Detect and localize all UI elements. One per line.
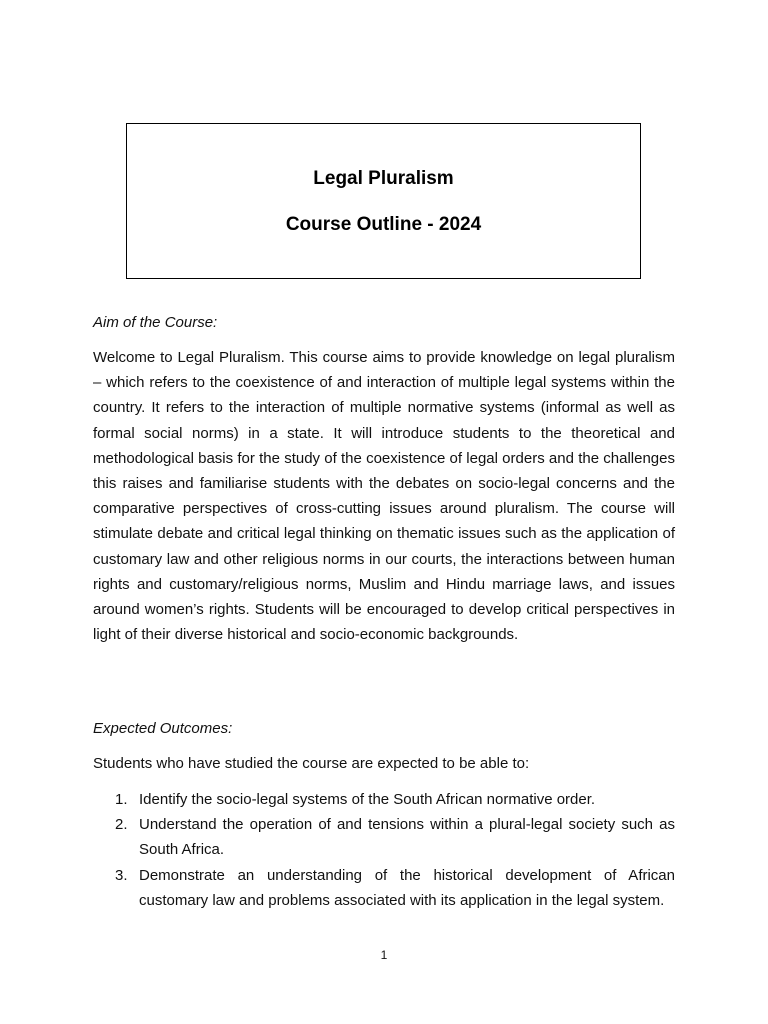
- title-box: [126, 123, 641, 279]
- list-item-text: Understand the operation of and tensions within a plural-legal society such as South Africa.: [139, 816, 675, 859]
- list-item-text: Identify the socio-legal systems of the South African normative order.: [139, 791, 596, 808]
- list-item-number: 1.: [115, 791, 128, 808]
- list-item: [93, 787, 675, 812]
- list-item: [93, 812, 675, 862]
- list-item: [93, 863, 675, 913]
- aim-paragraph: Welcome to Legal Pluralism. This course aims to provide knowledge on legal pluralism – which refers to the coexistence of and interaction of multiple legal systems within the country. It refers to the interaction of multiple normative systems (informal as well as formal social norms) in a state. It will introduce students to the theoretical and methodological basis for the study of the coexistence of legal orders and the challenges this raises and familiarise students with the debates on socio-legal concerns and the comparative perspectives of cross-cutting issues around pluralism. The course will stimulate debate and critical legal thinking on thematic issues such as the application of customary law and other religious norms in our courts, the interactions between human rights and customary/religious norms, Muslim and Hindu marriage laws, and issues around women’s rights. Students will be encouraged to develop critical perspectives in light of their diverse historical and socio-economic backgrounds.: [93, 349, 675, 644]
- course-subtitle: Course Outline - 2024: [285, 214, 482, 235]
- list-item-number: 2.: [115, 816, 128, 834]
- outcomes-list: [93, 787, 675, 913]
- outcomes-intro: Students who have studied the course are expected to be able to:: [93, 755, 530, 772]
- page-number: 1: [380, 948, 388, 962]
- list-item-text: Demonstrate an understanding of the historical development of African customary law and problems associated with its application in the legal system.: [139, 866, 675, 909]
- course-title: Legal Pluralism: [313, 168, 454, 189]
- outcomes-heading: Expected Outcomes:: [93, 720, 233, 737]
- list-item-number: 3.: [115, 866, 128, 884]
- aim-heading: Aim of the Course:: [93, 314, 218, 331]
